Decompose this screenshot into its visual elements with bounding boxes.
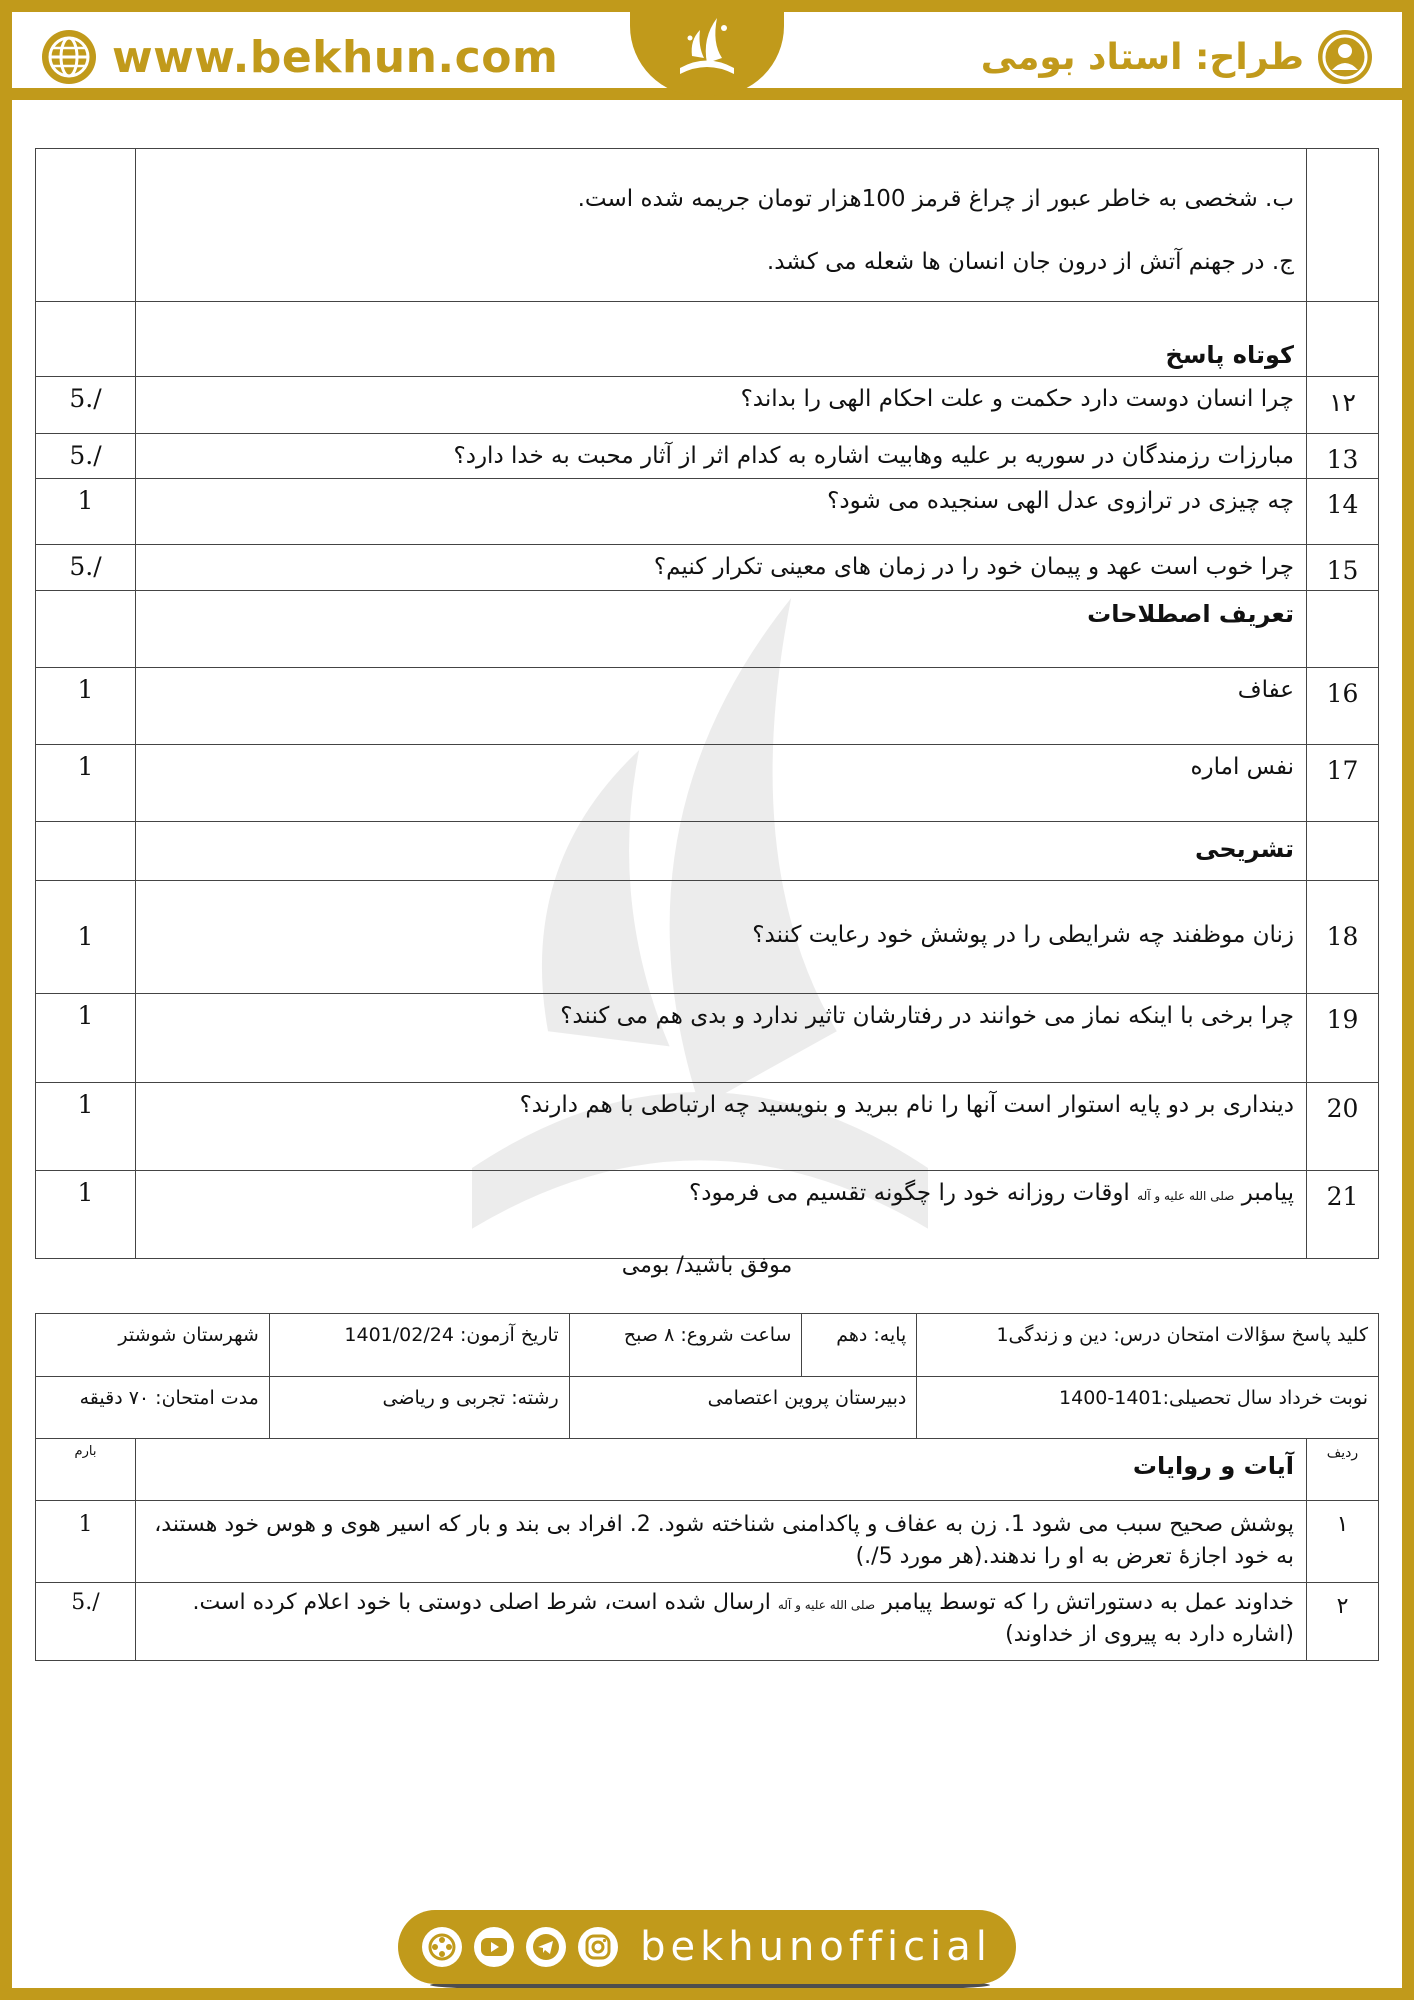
user-icon: [1316, 28, 1374, 86]
section-row: [36, 590, 1379, 667]
row-number: 18: [1307, 880, 1379, 993]
section-row: [36, 302, 1379, 377]
table-row: [36, 149, 1379, 302]
info-row: [36, 1314, 1379, 1377]
row-number: 15: [1307, 545, 1379, 590]
question-text: [136, 1170, 1307, 1258]
question-text: دینداری بر دو پایه استوار است آنها را نام ببرید و بنویسید چه ارتباطی با هم دارند؟: [136, 1082, 1307, 1170]
question-text: چرا برخی با اینکه نماز می خوانند در رفتارشان تاثیر ندارد و بدی هم می کنند؟: [136, 993, 1307, 1082]
score-cell: 1: [36, 1170, 136, 1258]
exam-field: رشته: تجربی و ریاضی: [269, 1377, 569, 1439]
question-text: عفاف: [136, 667, 1307, 744]
row-number: 13: [1307, 434, 1379, 479]
question-text: [136, 149, 1307, 302]
exam-school: دبیرستان پروین اعتصامی: [569, 1377, 917, 1439]
honorific: صلی الله علیه و آله: [777, 1598, 876, 1612]
section-definitions: تعریف اصطلاحات: [1087, 599, 1294, 628]
item-c: ج. در جهنم آتش از درون جان انسان ها شعله می کشد.: [766, 249, 1294, 276]
section-row: [36, 821, 1379, 880]
score-cell: 1: [36, 880, 136, 993]
youtube-icon[interactable]: [474, 1927, 514, 1967]
exam-grade: پایه: دهم: [802, 1314, 917, 1377]
row-number: [1307, 149, 1379, 302]
table-row: [36, 377, 1379, 434]
section-verses: آیات و روایات: [1132, 1452, 1294, 1480]
answer-row: [36, 1583, 1379, 1661]
row-number: 20: [1307, 1082, 1379, 1170]
row-number: 19: [1307, 993, 1379, 1082]
row-number: 21: [1307, 1170, 1379, 1258]
question-text: زنان موظفند چه شرایطی را در پوشش خود رعایت کنند؟: [136, 880, 1307, 993]
questions-table: [35, 148, 1379, 1259]
row-number: ۲: [1307, 1583, 1379, 1661]
score-cell: [36, 149, 136, 302]
score-cell: /.5: [36, 377, 136, 434]
designer-label: [981, 28, 1374, 86]
table-row: [36, 1170, 1379, 1258]
score-cell: 1: [36, 1082, 136, 1170]
row-number: 17: [1307, 744, 1379, 821]
info-row: [36, 1377, 1379, 1439]
table-row: [36, 993, 1379, 1082]
score-label: بارم: [36, 1439, 136, 1501]
exam-date: تاریخ آزمون: 1401/02/24: [269, 1314, 569, 1377]
score-cell: 1: [36, 1501, 136, 1583]
score-cell: /.5: [36, 1583, 136, 1661]
social-handle[interactable]: bekhunofficial: [640, 1924, 992, 1970]
question-text: چرا خوب است عهد و پیمان خود را در زمان های معینی تکرار کنیم؟: [136, 545, 1307, 590]
score-cell: 1: [36, 479, 136, 545]
section-short-answer: کوتاه پاسخ: [1165, 341, 1294, 369]
social-footer: [398, 1910, 1016, 1984]
exam-start-time: ساعت شروع: ۸ صبح: [569, 1314, 802, 1377]
honorific: صلی الله علیه و آله: [1137, 1188, 1235, 1203]
table-row: [36, 1082, 1379, 1170]
telegram-icon[interactable]: [526, 1927, 566, 1967]
table-row: [36, 434, 1379, 479]
question-text: چرا انسان دوست دارد حکمت و علت احکام الهی را بداند؟: [136, 377, 1307, 434]
designer-text: طراح: استاد بومی: [980, 36, 1304, 78]
exam-duration: مدت امتحان: ۷۰ دقیقه: [36, 1377, 270, 1439]
row-number: ۱۲: [1307, 377, 1379, 434]
row-number: 16: [1307, 667, 1379, 744]
table-row: [36, 880, 1379, 993]
website-link[interactable]: [40, 28, 558, 86]
question-text-start: پیامبر: [1241, 1179, 1294, 1206]
answer-key-table: [35, 1438, 1379, 1661]
table-row: [36, 545, 1379, 590]
answer-row: [36, 1501, 1379, 1583]
question-text: چه چیزی در ترازوی عدل الهی سنجیده می شود؟: [136, 479, 1307, 545]
answer-text-end: ارسال شده است، شرط اصلی دوستی با خود اعلام کرده است.(اشاره دارد به پیروی از خداوند): [192, 1590, 1294, 1647]
film-reel-icon[interactable]: [422, 1927, 462, 1967]
score-cell: /.5: [36, 434, 136, 479]
score-cell: 1: [36, 667, 136, 744]
row-number: ۱: [1307, 1501, 1379, 1583]
closing-note: موفق باشید/ بومی: [621, 1253, 793, 1278]
score-cell: 1: [36, 744, 136, 821]
table-row: [36, 667, 1379, 744]
answer-text-start: خداوند عمل به دستوراتش را که توسط پیامبر: [882, 1590, 1294, 1615]
item-b: ب. شخصی به خاطر عبور از چراغ قرمز 100هزار تومان جریمه شده است.: [577, 186, 1294, 212]
answer-text: پوشش صحیح سبب می شود 1. زن به عفاف و پاکدامنی شناخته شود. 2. افراد بی بند و بار که اسیر هوی و هوس خود هستند، به خود اجازۀ تعرض به او را ندهند.(هر مورد 5/.): [136, 1501, 1307, 1583]
answer-text: [136, 1583, 1307, 1661]
question-text: مبارزات رزمندگان در سوریه بر علیه وهابیت اشاره به کدام اثر از آثار محبت به خدا دارد؟: [136, 434, 1307, 479]
exam-session: نوبت خرداد سال تحصیلی:1401-1400: [917, 1377, 1379, 1439]
header-band: [0, 0, 1414, 100]
question-text: نفس اماره: [136, 744, 1307, 821]
row-number: 14: [1307, 479, 1379, 545]
row-label: ردیف: [1307, 1439, 1379, 1501]
exam-title: کلید پاسخ سؤالات امتحان درس: دین و زندگی1: [917, 1314, 1379, 1377]
globe-icon: [40, 28, 98, 86]
exam-city: شهرستان شوشتر: [36, 1314, 270, 1377]
website-text: www.bekhun.com: [112, 31, 559, 83]
book-logo-icon: [662, 8, 752, 88]
score-cell: 1: [36, 993, 136, 1082]
exam-info-table: [35, 1313, 1379, 1439]
score-cell: /.5: [36, 545, 136, 590]
table-row: [36, 479, 1379, 545]
table-row: [36, 744, 1379, 821]
section-descriptive: تشریحی: [1195, 834, 1294, 863]
question-text-end: اوقات روزانه خود را چگونه تقسیم می فرمود؟: [689, 1179, 1130, 1206]
instagram-icon[interactable]: [578, 1927, 618, 1967]
key-header-row: [36, 1439, 1379, 1501]
